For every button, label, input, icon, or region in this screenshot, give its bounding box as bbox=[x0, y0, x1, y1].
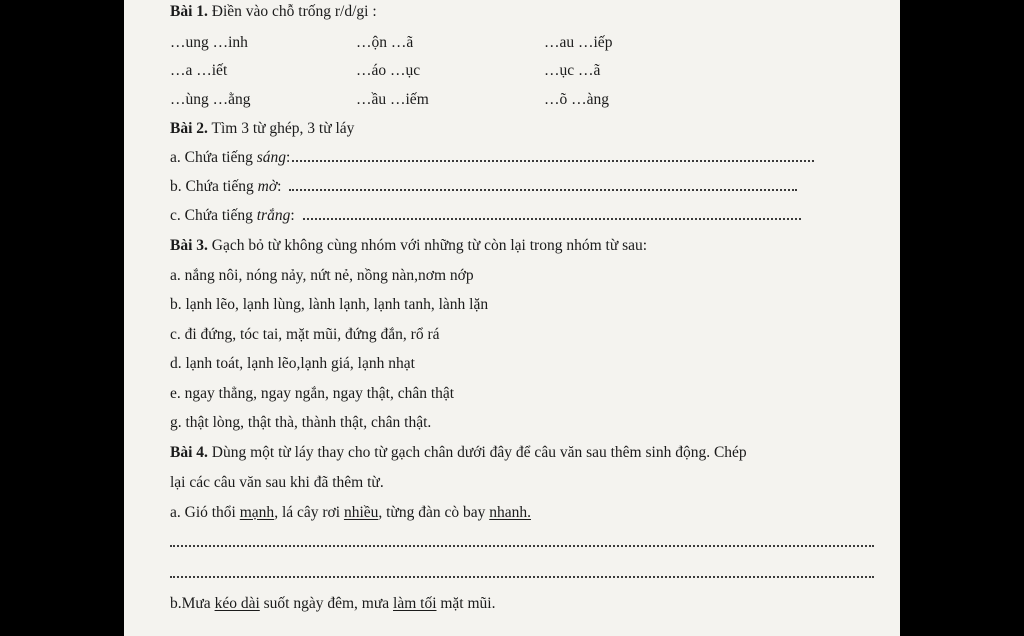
item-suffix: : bbox=[290, 207, 295, 224]
underlined-word: nhanh. bbox=[489, 504, 531, 521]
bai3-item: c. đi đứng, tóc tai, mặt mũi, đứng đắn, rổ rá bbox=[170, 326, 440, 343]
bai1-cell: …ầu …iếm bbox=[356, 91, 429, 108]
bai1-cell: …ung …inh bbox=[170, 34, 248, 51]
item-suffix: : bbox=[286, 149, 291, 166]
sentence-text: a. Gió thổi bbox=[170, 504, 240, 521]
bai1-cell: …ục …ã bbox=[544, 62, 601, 79]
bai1-cell: …a …iết bbox=[170, 62, 228, 79]
bai3-item: e. ngay thẳng, ngay ngắn, ngay thật, chân thật bbox=[170, 385, 455, 402]
bai3-item: b. lạnh lẽo, lạnh lùng, lành lạnh, lạnh tanh, lành lặn bbox=[170, 296, 489, 313]
answer-dotted-line bbox=[170, 574, 874, 578]
bai4-sentence-a bbox=[170, 503, 531, 523]
bai4-instruction-2: lại các câu văn sau khi đã thêm từ. bbox=[170, 474, 384, 491]
item-word: trắng bbox=[256, 207, 291, 224]
bai2-heading bbox=[170, 119, 354, 139]
sentence-text: , từng đàn cò bay bbox=[378, 504, 490, 521]
item-prefix: b. Chứa tiếng bbox=[170, 178, 258, 195]
item-prefix: a. Chứa tiếng bbox=[170, 149, 257, 166]
bai1-heading bbox=[170, 2, 377, 22]
bai1-cell: …áo …ục bbox=[356, 62, 421, 79]
sentence-text: , lá cây rơi bbox=[274, 504, 344, 521]
bai1-cell: …ùng …ằng bbox=[170, 91, 251, 108]
bai1-cell: …au …iếp bbox=[544, 34, 613, 51]
item-prefix: c. Chứa tiếng bbox=[170, 207, 257, 224]
underlined-word: nhiều bbox=[343, 504, 379, 521]
underlined-word: mạnh bbox=[239, 504, 275, 521]
bai2-item-a bbox=[170, 148, 814, 168]
sentence-text: mặt mũi. bbox=[436, 595, 496, 612]
item-word: sáng bbox=[256, 149, 287, 166]
bai4-heading bbox=[170, 443, 747, 463]
bai2-instruction: Tìm 3 từ ghép, 3 từ láy bbox=[207, 120, 355, 137]
bai4-title: Bài 4. bbox=[170, 444, 208, 461]
bai3-item: g. thật lòng, thật thà, thành thật, chân thật. bbox=[170, 414, 432, 431]
sentence-text: b.Mưa bbox=[170, 595, 215, 612]
item-suffix: : bbox=[277, 178, 282, 195]
bai3-item: d. lạnh toát, lạnh lẽo,lạnh giá, lạnh nhạt bbox=[170, 355, 415, 372]
bai1-instruction: Điền vào chỗ trống r/d/gi : bbox=[207, 3, 377, 20]
bai1-cell: …ộn …ã bbox=[356, 34, 414, 51]
bai1-title: Bài 1. bbox=[170, 3, 208, 20]
item-word: mờ bbox=[257, 178, 278, 195]
answer-dotted-line bbox=[289, 177, 797, 191]
underlined-word: làm tối bbox=[393, 595, 437, 612]
answer-dotted-line bbox=[292, 148, 814, 162]
bai1-cell: …õ …àng bbox=[544, 91, 610, 108]
bai3-item: a. nắng nôi, nóng nảy, nứt nẻ, nồng nàn,nơm nớp bbox=[170, 267, 474, 284]
bai2-item-c bbox=[170, 206, 801, 226]
bai3-title: Bài 3. bbox=[170, 237, 208, 254]
bai2-title: Bài 2. bbox=[170, 120, 208, 137]
bai4-instruction-1: Dùng một từ láy thay cho từ gạch chân dưới đây để câu văn sau thêm sinh động. Chép bbox=[207, 444, 747, 461]
answer-dotted-line bbox=[170, 543, 874, 547]
bai4-sentence-b bbox=[170, 594, 495, 614]
bai3-instruction: Gạch bỏ từ không cùng nhóm với những từ còn lại trong nhóm từ sau: bbox=[207, 237, 648, 254]
answer-dotted-line bbox=[303, 206, 801, 220]
sentence-text: suốt ngày đêm, mưa bbox=[259, 595, 394, 612]
bai2-item-b bbox=[170, 177, 797, 197]
underlined-word: kéo dài bbox=[214, 595, 260, 612]
worksheet-page bbox=[124, 0, 900, 636]
bai3-heading bbox=[170, 236, 647, 256]
